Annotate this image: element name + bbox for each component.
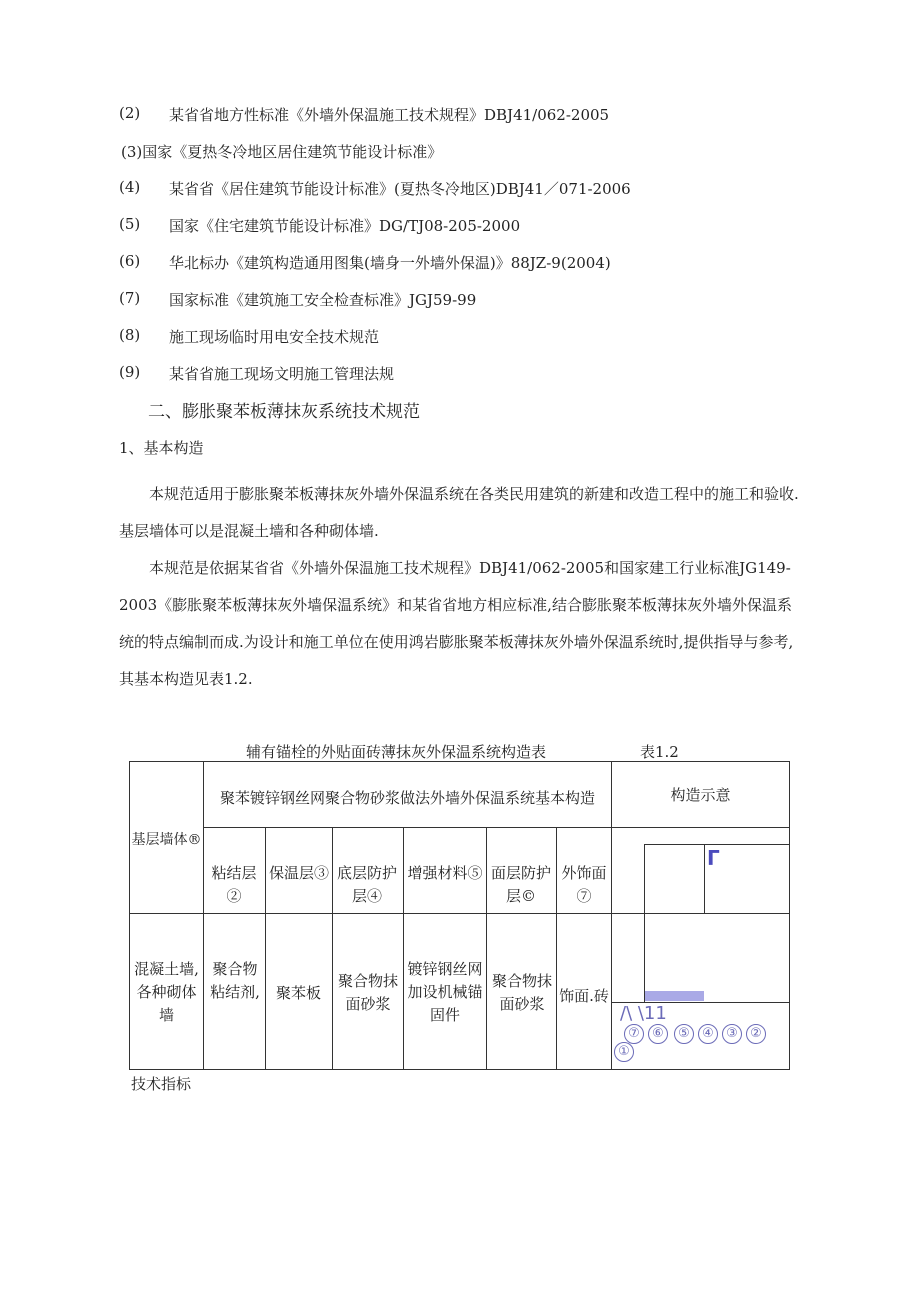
diagram-line (704, 844, 705, 913)
paragraph-scope: 本规范适用于膨胀聚苯板薄抹灰外墙外保温系统在各类民用建筑的新建和改造工程中的施工和验收.基层墙体可以是混凝土墙和各种砌体墙. (119, 485, 799, 540)
cell-finish: 饰面.砖 (559, 987, 609, 1005)
table-rule (203, 827, 790, 828)
table-number: 表1.2 (640, 743, 679, 761)
col-base-protection: 底层防护层④ (336, 864, 397, 905)
diagram-label-2: ② (746, 1024, 766, 1044)
ref-text: 国家标准《建筑施工安全检查标准》JGJ59-99 (169, 291, 477, 309)
table-rule (556, 827, 557, 1070)
header-diagram: 构造示意 (670, 786, 731, 804)
ref-number: (4) (119, 178, 141, 196)
table-border (129, 1069, 790, 1070)
ref-number: (8) (119, 326, 141, 344)
ref-text: 施工现场临时用电安全技术规范 (169, 328, 380, 346)
ref-text: 国家《住宅建筑节能设计标准》DG/TJ08-205-2000 (169, 217, 521, 235)
header-construction: 聚苯镀锌钢丝网聚合物砂浆做法外墙外保温系统基本构造 (219, 789, 595, 807)
cell-base-mortar: 聚合物抹面砂浆 (337, 972, 398, 1013)
ref-text: (3)国家《夏热冬冷地区居住建筑节能设计标准》 (121, 143, 443, 161)
section-title: 二、膨胀聚苯板薄抹灰系统技术规范 (148, 402, 420, 422)
ref-number: (6) (119, 252, 141, 270)
ref-number: (2) (119, 104, 141, 122)
col-insulation-layer: 保温层③ (268, 864, 329, 882)
cell-surface-mortar: 聚合物抹面砂浆 (491, 972, 552, 1013)
col-reinforcement: 增强材料⑤ (407, 864, 483, 882)
diagram-label-5: ⑤ (674, 1024, 694, 1044)
table-border (789, 761, 790, 1070)
diagram-label-7: ⑦ (624, 1024, 644, 1044)
diagram-corner-mark: Γ (707, 846, 720, 870)
diagram-label-4: ④ (698, 1024, 718, 1044)
table-rule (611, 761, 612, 1070)
cell-insulation: 聚苯板 (275, 984, 321, 1002)
cell-reinforcement: 镀锌钢丝网加设机械锚固件 (407, 960, 483, 1024)
diagram-tile-band (645, 991, 704, 1001)
cell-base-wall: 混凝土墙,各种砌体墙 (134, 960, 199, 1024)
ref-text: 华北标办《建筑构造通用图集(墙身一外墙外保温)》88JZ-9(2004) (169, 254, 611, 272)
ref-number: (5) (119, 215, 141, 233)
footer-label: 技术指标 (131, 1075, 192, 1093)
col-surface-protection: 面层防护层© (490, 864, 551, 905)
diagram-line (644, 844, 790, 845)
col-finish: 外饰面⑦ (561, 864, 607, 905)
cell-adhesive: 聚合物粘结剂, (210, 960, 260, 1001)
diagram-line (611, 913, 790, 914)
header-base-wall: 基层墙体® (131, 832, 202, 848)
ref-text: 某省省地方性标准《外墙外保温施工技术规程》DBJ41/062-2005 (169, 106, 610, 124)
diagram-label-1: ① (614, 1042, 634, 1062)
ref-text: 某省省《居住建筑节能设计标准》(夏热冬冷地区)DBJ41／071-2006 (169, 180, 631, 198)
col-adhesive-layer: 粘结层② (211, 864, 257, 905)
table-rule (486, 827, 487, 1070)
diagram-label-3: ③ (722, 1024, 742, 1044)
table-border (129, 761, 790, 762)
table-caption: 辅有锚栓的外贴面砖薄抹灰外保温系统构造表 (246, 743, 547, 761)
diagram-label-6: ⑥ (648, 1024, 668, 1044)
ref-text: 某省省施工现场文明施工管理法规 (169, 365, 395, 383)
subsection-title: 1、基本构造 (119, 439, 204, 457)
table-rule (332, 827, 333, 1070)
table-rule (129, 913, 611, 914)
diagram-leader-lines: /\ \11 (620, 1003, 667, 1024)
ref-number: (7) (119, 289, 141, 307)
paragraph-basis: 本规范是依据某省省《外墙外保温施工技术规程》DBJ41/062-2005和国家建工行业标准JG149-2003《膨胀聚苯板薄抹灰外墙保温系统》和某省省地方相应标准,结合膨胀聚苯板薄抹灰外墙外保温系统的特点编制而成.为设计和施工单位在使用鸿岩膨胀聚苯板薄抹灰外墙外保温系统时,提供指导与参考,其基本构造见表1.2. (119, 559, 794, 688)
ref-number: (9) (119, 363, 141, 381)
diagram-line (644, 844, 645, 1003)
